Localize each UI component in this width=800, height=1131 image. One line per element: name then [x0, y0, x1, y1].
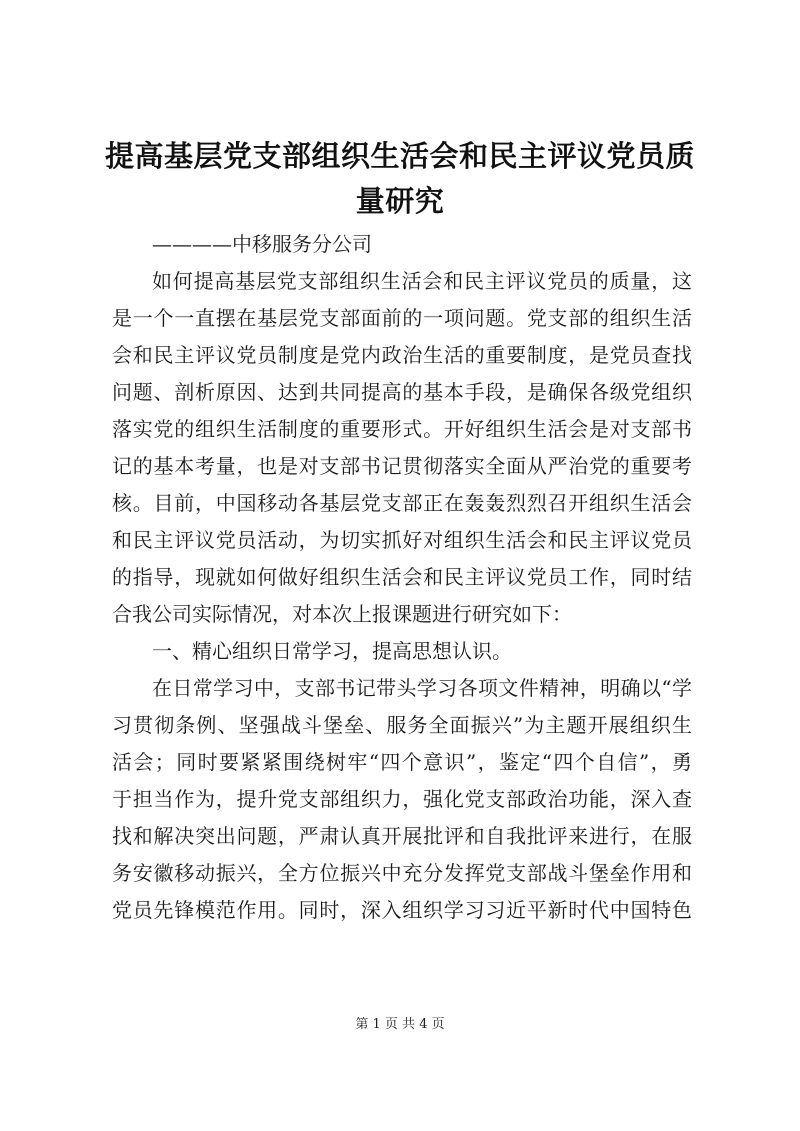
paragraph-1-line: 和民主评议党员活动，为切实抓好对组织生活会和民主评议党员	[112, 528, 692, 552]
page-footer: 第 1 页 共 4 页	[355, 1017, 445, 1032]
paragraph-3-line: 党员先锋模范作用。同时，深入组织学习习近平新时代中国特色	[112, 898, 692, 922]
paragraph-3-line: 习贯彻条例、坚强战斗堡垒、服务全面振兴”为主题开展组织生	[112, 713, 692, 737]
title-line-2: 量研究	[355, 184, 445, 218]
paragraph-3-line: 于担当作为，提升党支部组织力，强化党支部政治功能，深入查	[112, 787, 692, 811]
author-line: ————中移服务分公司	[152, 232, 372, 256]
paragraph-3-line: 活会；同时要紧紧围绕树牢“四个意识”，鉴定“四个自信”，勇	[112, 750, 692, 774]
paragraph-1-line: 如何提高基层党支部组织生活会和民主评议党员的质量，这	[152, 269, 692, 293]
title-line-1: 提高基层党支部组织生活会和民主评议党员质	[104, 139, 695, 173]
paragraph-3-line: 找和解决突出问题，严肃认真开展批评和自我批评来进行，在服	[112, 824, 692, 848]
paragraph-1-line: 落实党的组织生活制度的重要形式。开好组织生活会是对支部书	[112, 417, 692, 441]
paragraph-1-line: 合我公司实际情况，对本次上报课题进行研究如下：	[112, 602, 572, 626]
paragraph-3-line: 在日常学习中，支部书记带头学习各项文件精神，明确以“学	[152, 676, 692, 700]
document-title	[100, 134, 700, 224]
section-heading: 一、精心组织日常学习，提高思想认识。	[152, 639, 512, 663]
paragraph-1-line: 会和民主评议党员制度是党内政治生活的重要制度，是党员查找	[112, 343, 692, 367]
document-body	[112, 226, 692, 929]
paragraph-3-line: 务安徽移动振兴，全方位振兴中充分发挥党支部战斗堡垒作用和	[112, 861, 692, 885]
paragraph-1-line: 记的基本考量，也是对支部书记贯彻落实全面从严治党的重要考	[112, 454, 692, 478]
paragraph-1-line: 是一个一直摆在基层党支部面前的一项问题。党支部的组织生活	[112, 306, 692, 330]
paragraph-1-line: 核。目前，中国移动各基层党支部正在轰轰烈烈召开组织生活会	[112, 491, 692, 515]
paragraph-1-line: 的指导，现就如何做好组织生活会和民主评议党员工作，同时结	[112, 565, 692, 589]
paragraph-1-line: 问题、剖析原因、达到共同提高的基本手段，是确保各级党组织	[112, 380, 692, 404]
